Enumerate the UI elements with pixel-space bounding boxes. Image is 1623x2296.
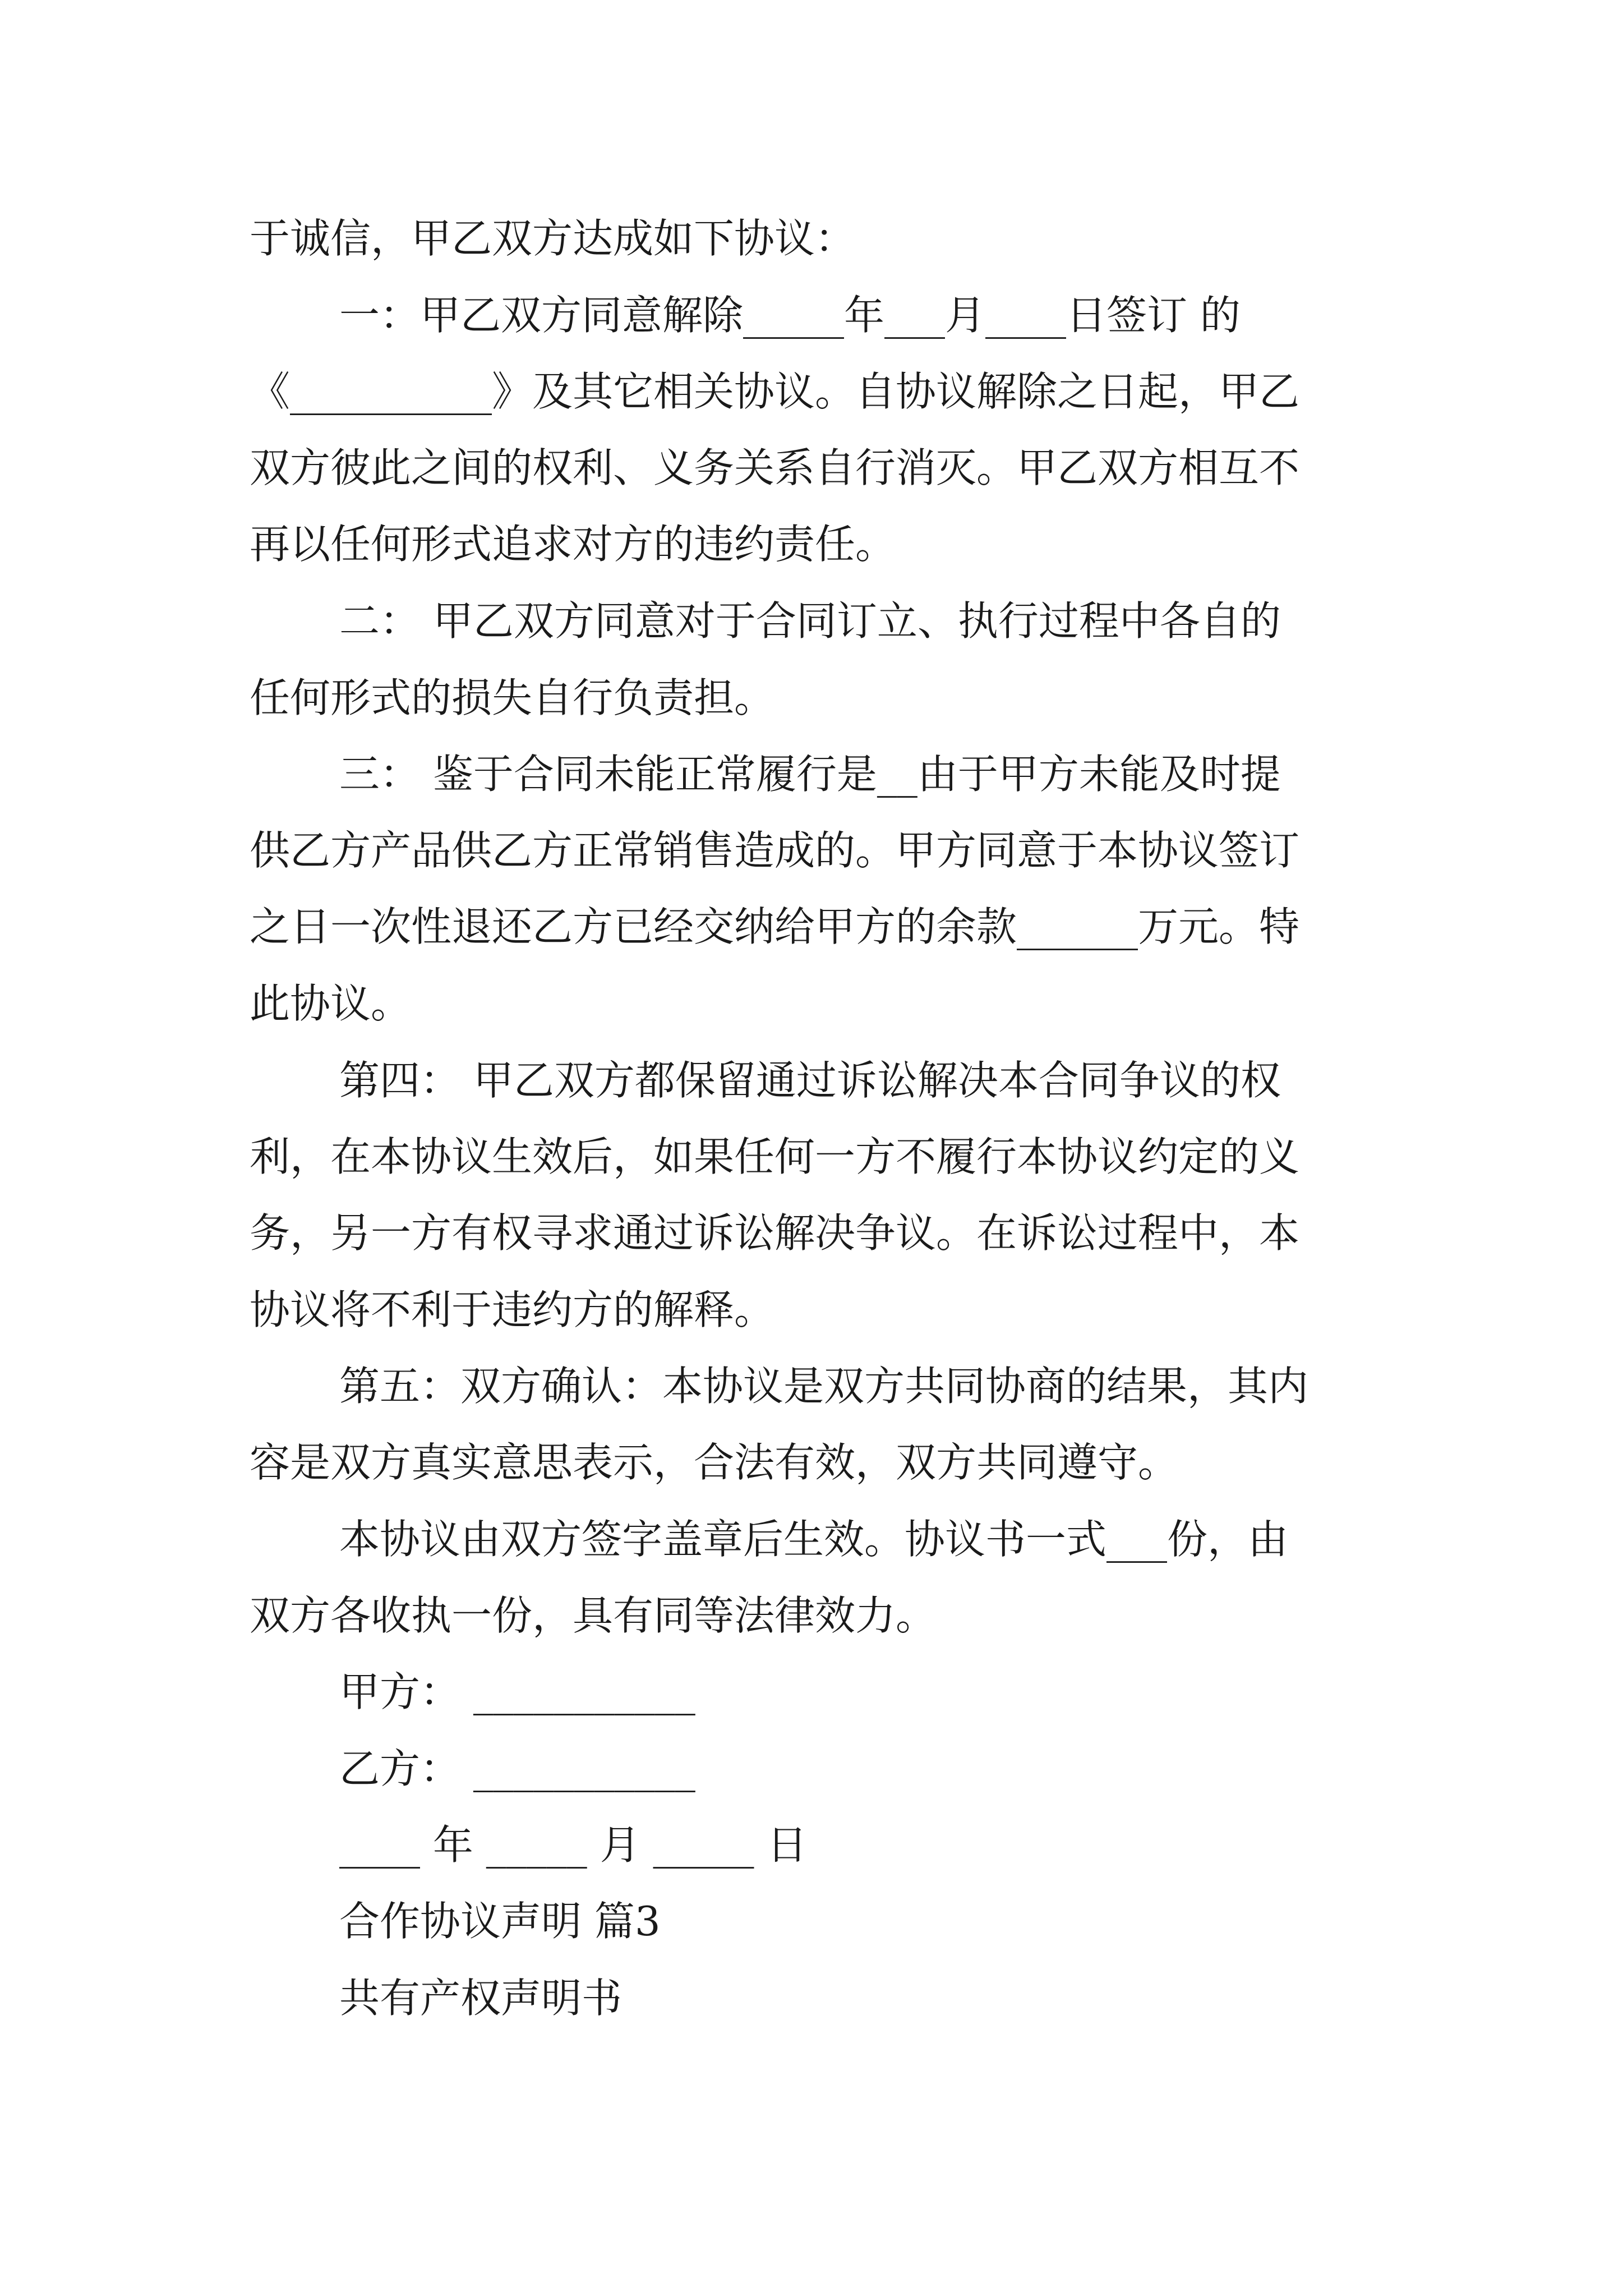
- section-heading: 合作协议声明 篇3: [339, 1898, 661, 1945]
- text-line: 任何形式的损失自行负责担。: [250, 674, 775, 721]
- text-line: 双方彼此之间的权利、义务关系自行消灭。甲乙双方相互不: [250, 444, 1300, 491]
- text-line: 于诚信，甲乙双方达成如下协议：: [250, 215, 856, 262]
- text-line: 利，在本协议生效后，如果任何一方不履行本协议约定的义: [250, 1133, 1300, 1180]
- text-line: 双方各收执一份，具有同等法律效力。: [250, 1592, 937, 1639]
- text-line: 供乙方产品供乙方正常销售造成的。甲方同意于本协议签订: [250, 827, 1300, 874]
- signature-party-b: 乙方： ___________: [339, 1745, 695, 1792]
- text-line: 此协议。: [250, 980, 412, 1027]
- text-line: 务，另一方有权寻求通过诉讼解决争议。在诉讼过程中，本: [250, 1209, 1300, 1257]
- text-line: 二： 甲乙双方同意对于合同订立、执行过程中各自的: [339, 597, 1281, 645]
- signature-party-a: 甲方： ___________: [339, 1668, 695, 1715]
- text-line: 之日一次性退还乙方已经交纳给甲方的余款______万元。特: [250, 903, 1300, 950]
- document-title: 共有产权声明书: [339, 1975, 623, 2022]
- text-line: 协议将不利于违约方的解释。: [250, 1286, 775, 1333]
- text-line: 一：甲乙双方同意解除_____年___月____日签订 的: [339, 292, 1241, 339]
- text-line: 本协议由双方签字盖章后生效。协议书一式___份，由: [339, 1516, 1289, 1563]
- signature-date: ____ 年 _____ 月 _____ 日: [339, 1821, 808, 1869]
- text-line: 《__________》及其它相关协议。自协议解除之日起，甲乙: [250, 368, 1300, 415]
- text-line: 第四： 甲乙双方都保留通过诉讼解决本合同争议的权: [339, 1057, 1281, 1104]
- text-line: 再以任何形式追求对方的违约责任。: [250, 521, 896, 568]
- text-line: 三： 鉴于合同未能正常履行是__由于甲方未能及时提: [339, 751, 1281, 798]
- text-line: 容是双方真实意思表示，合法有效，双方共同遵守。: [250, 1439, 1179, 1486]
- text-line: 第五：双方确认：本协议是双方共同协商的结果，其内: [339, 1363, 1309, 1410]
